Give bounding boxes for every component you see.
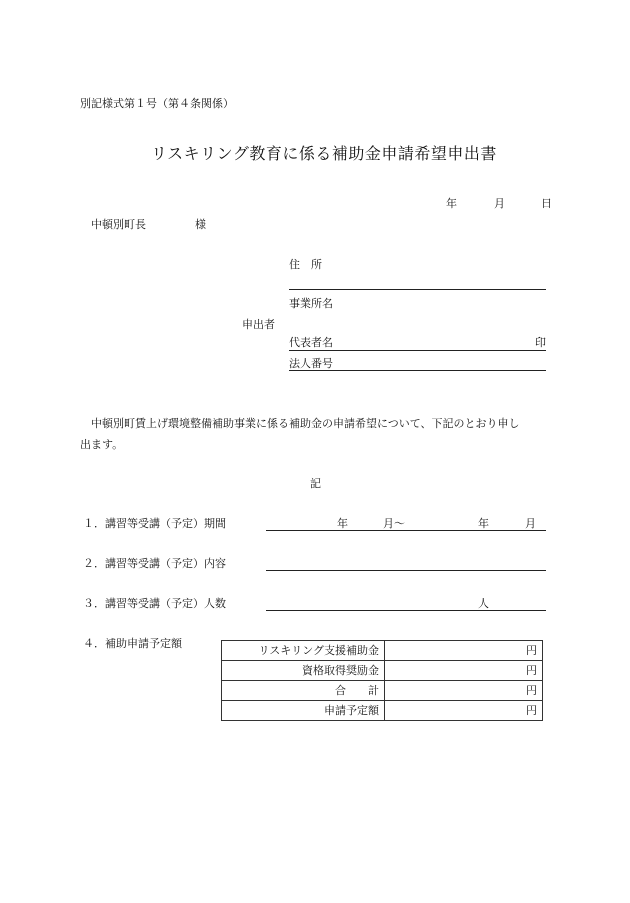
table-row bbox=[222, 661, 543, 681]
amount-row-label: 申請予定額 bbox=[222, 701, 385, 721]
amount-row-value[interactable]: 円 bbox=[385, 641, 543, 661]
date-year-label: 年 bbox=[446, 197, 457, 210]
body-text-line-1: 中頓別町賃上げ環境整備補助事業に係る補助金の申請希望について、下記のとおり申し bbox=[91, 417, 520, 430]
form-reference: 別記様式第１号（第４条関係） bbox=[80, 97, 234, 110]
item-3-label: ３．講習等受講（予定）人数 bbox=[83, 597, 226, 610]
amount-table bbox=[221, 640, 543, 721]
corporate-number-field-line[interactable] bbox=[289, 370, 546, 371]
corporate-number-label: 法人番号 bbox=[289, 357, 333, 370]
amount-row-label: リスキリング支援補助金 bbox=[222, 641, 385, 661]
amount-row-value[interactable]: 円 bbox=[385, 701, 543, 721]
item-3-field-line[interactable] bbox=[266, 610, 546, 611]
amount-row-label: 資格取得奨励金 bbox=[222, 661, 385, 681]
item-1-end-month: 月 bbox=[525, 517, 536, 530]
page-title: リスキリング教育に係る補助金申請希望申出書 bbox=[151, 144, 497, 163]
item-1-start-month: 月～ bbox=[383, 517, 405, 530]
amount-row-value[interactable]: 円 bbox=[385, 681, 543, 701]
item-3-unit: 人 bbox=[478, 597, 489, 610]
table-row bbox=[222, 641, 543, 661]
address-field-line[interactable] bbox=[289, 289, 546, 290]
seal-mark: 印 bbox=[535, 336, 546, 349]
addressee-honorific: 様 bbox=[195, 218, 206, 231]
representative-label: 代表者名 bbox=[289, 336, 333, 349]
item-1-label: １．講習等受講（予定）期間 bbox=[83, 517, 226, 530]
amount-row-value[interactable]: 円 bbox=[385, 661, 543, 681]
item-1-end-year: 年 bbox=[478, 517, 489, 530]
table-row bbox=[222, 701, 543, 721]
item-2-label: ２．講習等受講（予定）内容 bbox=[83, 557, 226, 570]
amount-row-label: 合 計 bbox=[222, 681, 385, 701]
item-1-start-year: 年 bbox=[337, 517, 348, 530]
ki-heading: 記 bbox=[310, 477, 321, 490]
item-1-field-line[interactable] bbox=[266, 530, 546, 531]
table-row bbox=[222, 681, 543, 701]
item-4-label: ４．補助申請予定額 bbox=[83, 637, 182, 650]
item-2-field-line[interactable] bbox=[266, 570, 546, 571]
address-label: 住 所 bbox=[289, 258, 322, 271]
applicant-label: 申出者 bbox=[242, 318, 275, 331]
representative-field-line[interactable] bbox=[289, 350, 546, 351]
date-day-label: 日 bbox=[541, 197, 552, 210]
date-month-label: 月 bbox=[494, 197, 505, 210]
body-text-line-2: 出ます。 bbox=[80, 438, 124, 451]
addressee-name: 中頓別町長 bbox=[91, 218, 146, 231]
office-name-label: 事業所名 bbox=[289, 297, 333, 310]
